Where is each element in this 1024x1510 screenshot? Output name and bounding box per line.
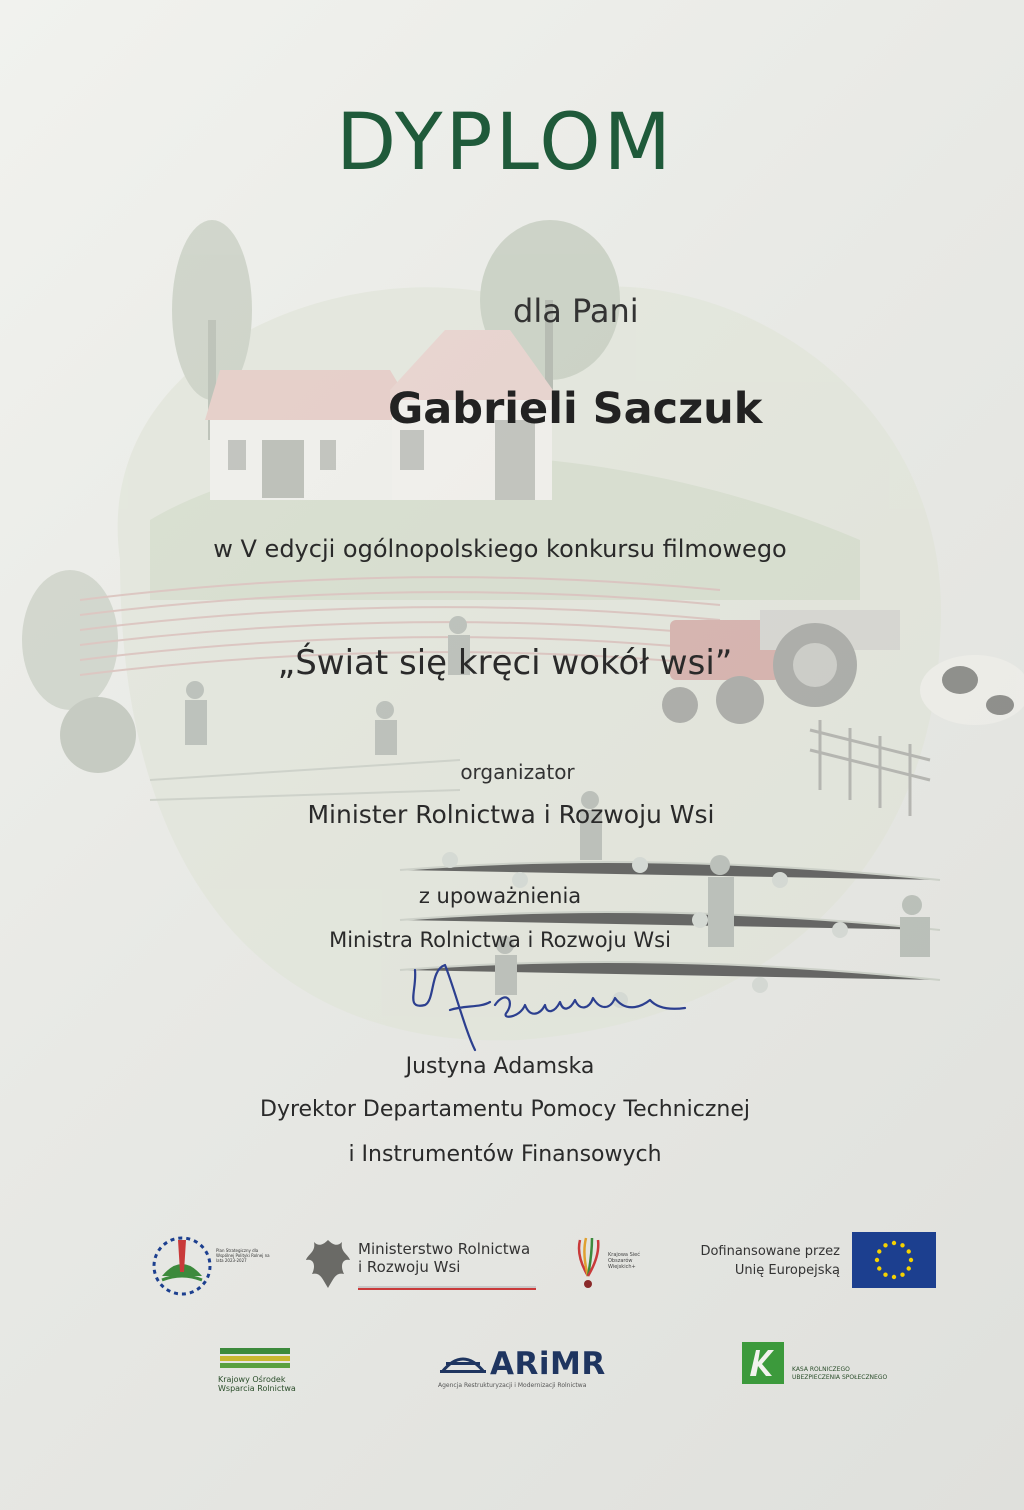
ministry-flag-line xyxy=(358,1286,536,1290)
eu-star-icon xyxy=(875,1258,879,1262)
eu-star-icon xyxy=(909,1258,913,1262)
ksow-logo-icon xyxy=(570,1236,606,1294)
prow-logo-text: Plan Strategiczny dla Wspólnej Polityki Rolnej na lata 2023-2027 xyxy=(216,1248,270,1263)
krus-logo-icon xyxy=(742,1342,784,1384)
signatory-position-line2: i Instrumentów Finansowych xyxy=(348,1142,662,1167)
contest-name: „Świat się kręci wokół wsi” xyxy=(277,643,733,683)
krus-logo-text: KASA ROLNICZEGO UBEZPIECZENIA SPOŁECZNEGO xyxy=(792,1366,888,1381)
prow-logo-icon xyxy=(148,1232,216,1296)
eu-star-icon xyxy=(883,1243,887,1247)
eu-star-icon xyxy=(907,1249,911,1253)
polish-eagle-icon xyxy=(304,1236,352,1292)
eu-star-icon xyxy=(892,1275,896,1279)
authorization-label: z upoważnienia xyxy=(418,884,582,908)
recipient-prefix: dla Pani xyxy=(513,292,639,330)
handwritten-signature xyxy=(395,950,695,1060)
arimr-scale-icon xyxy=(438,1348,488,1378)
edition-text: w V edycji ogólnopolskiego konkursu filmowego xyxy=(213,535,787,563)
ministry-logo-text: Ministerstwo Rolnictwa i Rozwoju Wsi xyxy=(358,1240,531,1276)
eu-star-icon xyxy=(900,1243,904,1247)
signatory-name: Justyna Adamska xyxy=(405,1054,595,1079)
recipient-name: Gabrieli Saczuk xyxy=(388,384,763,434)
eu-funding-text: Dofinansowane przez Unię Europejską xyxy=(700,1244,840,1278)
diploma-title: DYPLOM xyxy=(336,98,674,188)
arimr-logo-text: ARiMR xyxy=(490,1346,606,1382)
authorization-of: Ministra Rolnictwa i Rozwoju Wsi xyxy=(329,928,671,952)
eu-star-icon xyxy=(877,1249,881,1253)
organizer-name: Minister Rolnictwa i Rozwoju Wsi xyxy=(307,800,715,829)
ksow-logo-text: Krajowa Sieć Obszarów Wiejskich+ xyxy=(608,1252,640,1270)
eu-star-icon xyxy=(900,1273,904,1277)
organizer-label: organizator xyxy=(460,760,575,784)
arimr-subtitle: Agencja Restrukturyzacji i Modernizacji Rolnictwa xyxy=(438,1382,587,1389)
eu-star-icon xyxy=(907,1266,911,1270)
eu-star-icon xyxy=(877,1266,881,1270)
kowr-logo-icon xyxy=(218,1344,292,1374)
kowr-logo-text: Krajowy Ośrodek Wsparcia Rolnictwa xyxy=(218,1375,296,1393)
eu-star-icon xyxy=(892,1241,896,1245)
eu-flag-icon xyxy=(852,1232,936,1288)
eu-star-icon xyxy=(883,1273,887,1277)
signatory-position-line1: Dyrektor Departamentu Pomocy Technicznej xyxy=(260,1097,750,1122)
